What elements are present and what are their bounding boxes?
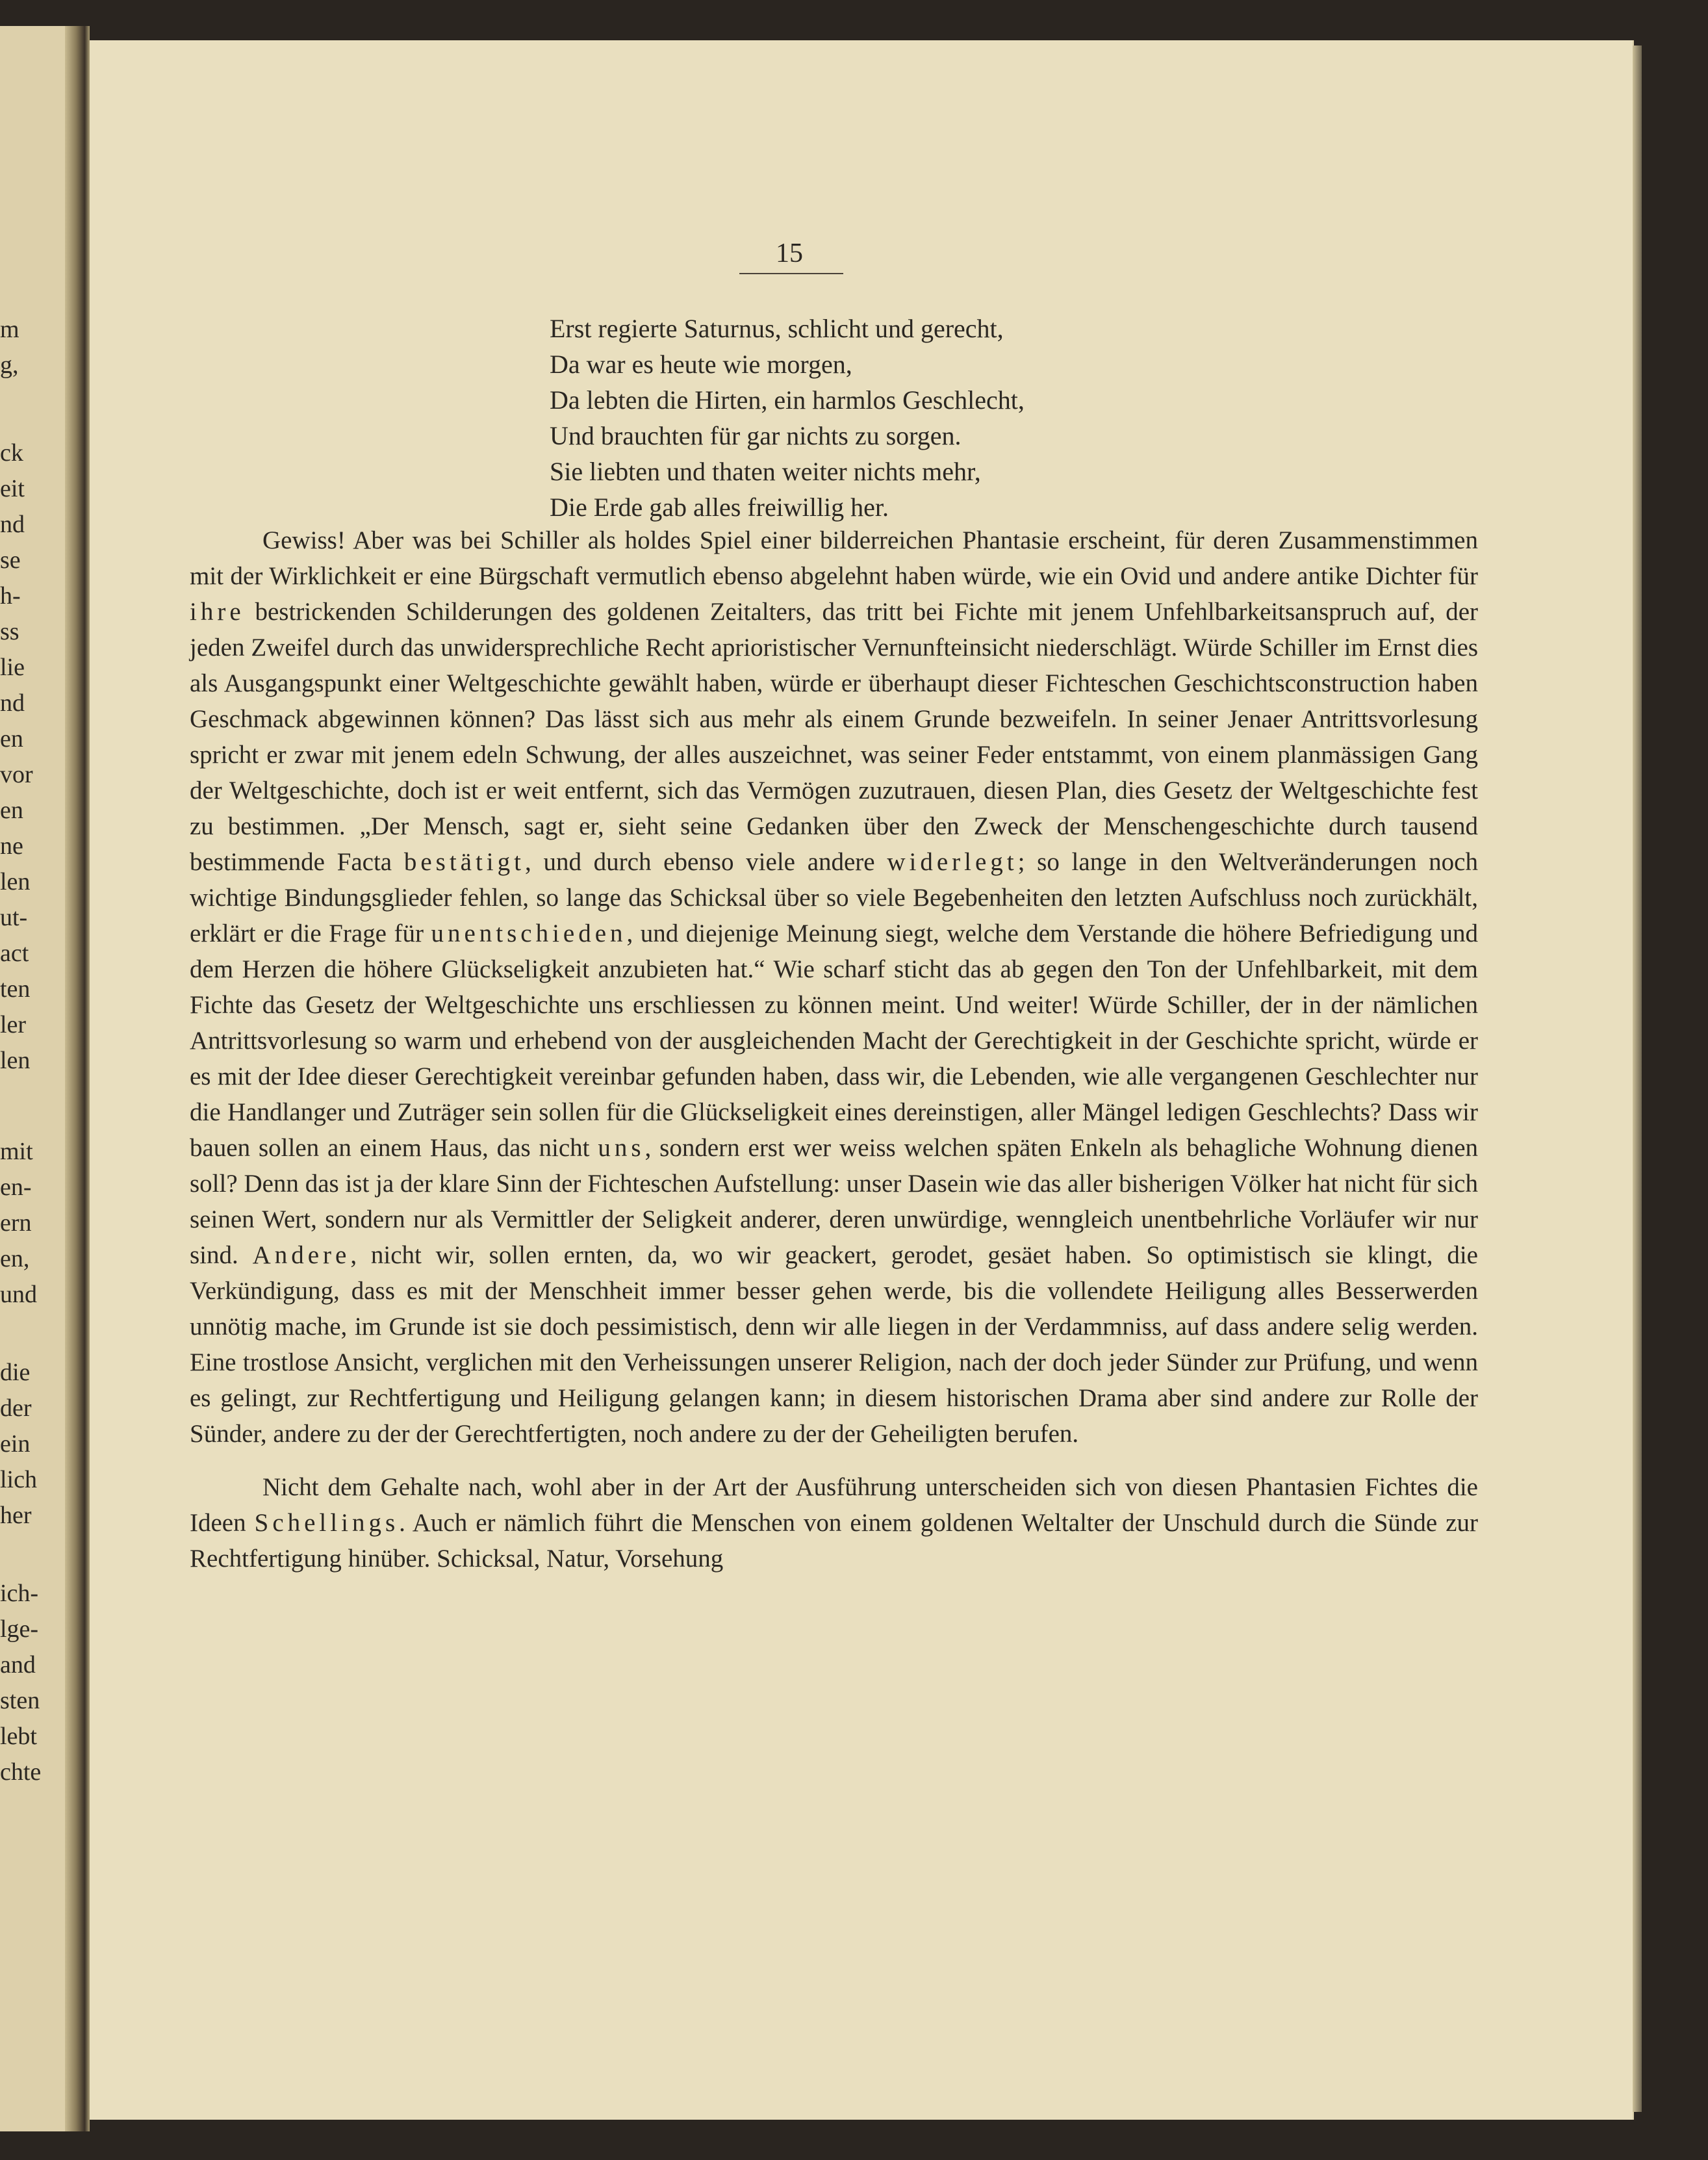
margin-fragment: len [0, 1047, 31, 1074]
text-run: Nicht dem Gehalte nach, wohl aber in der Art der Ausführung unterscheiden sich von diesen Phantasien Fichtes die Ideen [190, 1473, 1478, 1537]
margin-fragment: en [0, 797, 23, 824]
margin-fragment: en, [0, 1245, 30, 1272]
emphasis-spaced: bestätigt [403, 848, 525, 876]
text-run: , und diejenige Meinung siegt, welche dem Verstande die höhere Befriedigung und dem Herzen die höhere Glückseligkeit anzubieten hat.“ Wie scharf sticht das ab gegen den Ton der Unfehlbarkeit, mit dem Fichte das Gesetz der Weltgeschichte uns erschliessen zu können meint. Und weiter! Würde Schiller, der in der nämlichen Antrittsvorlesung so warm und erhebend von der ausgleichenden Macht der Gerechtigkeit in der Geschichte spricht, würde er es mit der Idee dieser Gerechtigkeit vereinbar gefunden haben, dass wir, die Lebenden, wie alle vergangenen Geschlechter nur die Handlanger und Zuträger sein sollen für die Glückseligkeit eines dereinstigen, aller Mängel ledigen Geschlechts? Dass wir bauen sollen an einem Haus, das nicht [190, 919, 1479, 1162]
verse-quotation [550, 311, 1459, 525]
margin-fragment: und [0, 1281, 37, 1308]
verse-line: Und brauchten für gar nichts zu sorgen. [550, 421, 962, 450]
paragraph-2 [190, 1469, 1478, 1576]
margin-fragment: eit [0, 475, 25, 502]
verse-line: Da lebten die Hirten, ein harmlos Geschlecht, [550, 385, 1025, 415]
text-run: , nicht wir, sollen ernten, da, wo wir geackert, gerodet, gesäet haben. So optimistisch sie klingt, die Verkündigung, dass es mit der Menschheit immer besser gehen werde, bis die vollendete Heiligung alles Besserwerden unnötig mache, im Grunde ist sie doch pessimistisch, denn wir alle liegen in der Verdammniss, auf dass andere selig werden. Eine trostlose Ansicht, verglichen mit den Verheissungen unserer Religion, nach der doch jeder Sünder zur Prüfung, und wenn es gelingt, zur Rechtfertigung und Heiligung gelangen kann; in diesem historischen Drama aber sind andere zur Rolle der Sünder, andere zu der der Gerechtfertigten, noch andere zu der der Geheiligten berufen. [190, 1241, 1478, 1448]
text-run: , sondern erst wer weiss welchen späten Enkeln als behagliche Wohnung dienen soll? Denn das ist ja der klare Sinn der Fichteschen Aufstellung: unser Dasein wie das aller bisherigen Völker hat nicht für sich seinen Wert, sondern nur als Vermittler der Seligkeit anderer, deren unwürdige, wenngleich unentbehrliche Vorläufer wir nur sind. [190, 1134, 1478, 1269]
book-gutter [65, 26, 90, 2131]
margin-fragment: lie [0, 654, 25, 681]
emphasis-spaced: uns [598, 1134, 645, 1162]
margin-fragment: h- [0, 582, 21, 610]
margin-fragment: en- [0, 1174, 32, 1201]
margin-fragment: act [0, 940, 29, 967]
text-run: . Auch er nämlich führt die Menschen von einem goldenen Weltalter der Unschuld durch die Sünde zur Rechtfertigung hinüber. Schicksal, Natur, Vorsehung [190, 1509, 1479, 1573]
margin-fragment: chte [0, 1758, 42, 1786]
margin-fragment: lge- [0, 1615, 39, 1643]
emphasis-spaced: Andere [252, 1241, 351, 1269]
margin-fragment: ler [0, 1011, 27, 1038]
paragraph-1 [190, 522, 1478, 1452]
page-number: 15 [776, 238, 803, 268]
margin-fragment: mit [0, 1138, 33, 1165]
verse-line: Erst regierte Saturnus, schlicht und gerecht, [550, 314, 1004, 343]
emphasis-spaced: widerlegt [887, 848, 1018, 876]
verse-line: Da war es heute wie morgen, [550, 350, 852, 379]
margin-fragment: ss [0, 618, 19, 645]
margin-fragment: lebt [0, 1723, 37, 1750]
margin-fragment: ern [0, 1209, 32, 1237]
margin-fragment: lich [0, 1466, 37, 1493]
emphasis-spaced: unentschieden [431, 919, 627, 947]
margin-fragment: nd [0, 511, 25, 538]
margin-fragment: g, [0, 352, 19, 379]
margin-fragment: ich- [0, 1580, 39, 1607]
margin-fragment: her [0, 1502, 32, 1529]
margin-fragment: len [0, 868, 31, 895]
margin-fragment: ck [0, 439, 23, 467]
text-run: , und durch ebenso viele andere [524, 848, 887, 876]
margin-fragment: ten [0, 975, 31, 1003]
margin-fragment: and [0, 1651, 36, 1678]
margin-fragment: m [0, 316, 19, 343]
header-rule [739, 273, 843, 274]
margin-fragment: ein [0, 1430, 31, 1458]
page-edge [1633, 45, 1642, 2112]
margin-fragment: vor [0, 761, 33, 788]
margin-fragment: der [0, 1395, 32, 1422]
body-text [190, 522, 1478, 1576]
emphasis-spaced: Schellings [254, 1509, 400, 1537]
margin-fragment: sten [0, 1687, 40, 1714]
margin-fragment: nd [0, 689, 25, 717]
emphasis-spaced: ihre [190, 598, 245, 626]
margin-fragment: en [0, 725, 23, 752]
margin-fragment: ne [0, 832, 23, 860]
margin-fragment: die [0, 1359, 31, 1386]
text-run: Gewiss! Aber was bei Schiller als holdes Spiel einer bilderreichen Phantasie erscheint, für deren Zusammenstimmen mit der Wirklichkeit er eine Bürgschaft vermutlich ebenso abgelehnt haben würde, wie ein Ovid und andere antike Dichter für [190, 526, 1478, 590]
text-run: ; so lange in den Weltveränderungen noch wichtige Bindungsglieder fehlen, so lange das Schicksal über so viele Begebenheiten den letzten Aufschluss noch zurückhält, erklärt er die Frage für [190, 848, 1478, 947]
margin-fragment: se [0, 546, 21, 574]
margin-fragment: ut- [0, 904, 28, 931]
verse-line: Sie liebten und thaten weiter nichts mehr, [550, 457, 981, 486]
verse-line: Die Erde gab alles freiwillig her. [550, 493, 889, 522]
text-run: bestrickenden Schilderungen des goldenen Zeitalters, das tritt bei Fichte mit jenem Unfehlbarkeitsanspruch auf, der jeden Zweifel durch das unwidersprechliche Recht aprioristischer Vernunfteinsicht niederschlägt. Würde Schiller im Ernst dies als Ausgangspunkt einer Weltgeschichte gewählt haben, würde er überhaupt dieser Fichteschen Geschichtsconstruction haben Geschmack abgewinnen können? Das lässt sich aus mehr als einem Grunde bezweifeln. In seiner Jenaer Antrittsvorlesung spricht er zwar mit jenem edeln Schwung, der alles auszeichnet, was seiner Feder entstammt, von einem planmässigen Gang der Weltgeschichte, doch ist er weit entfernt, sich das Vermögen zuzutrauen, diesen Plan, dies Gesetz der Weltgeschichte fest zu bestimmen. „Der Mensch, sagt er, sieht seine Gedanken über den Zweck der Menschengeschichte durch tausend bestimmende Facta [190, 598, 1478, 876]
